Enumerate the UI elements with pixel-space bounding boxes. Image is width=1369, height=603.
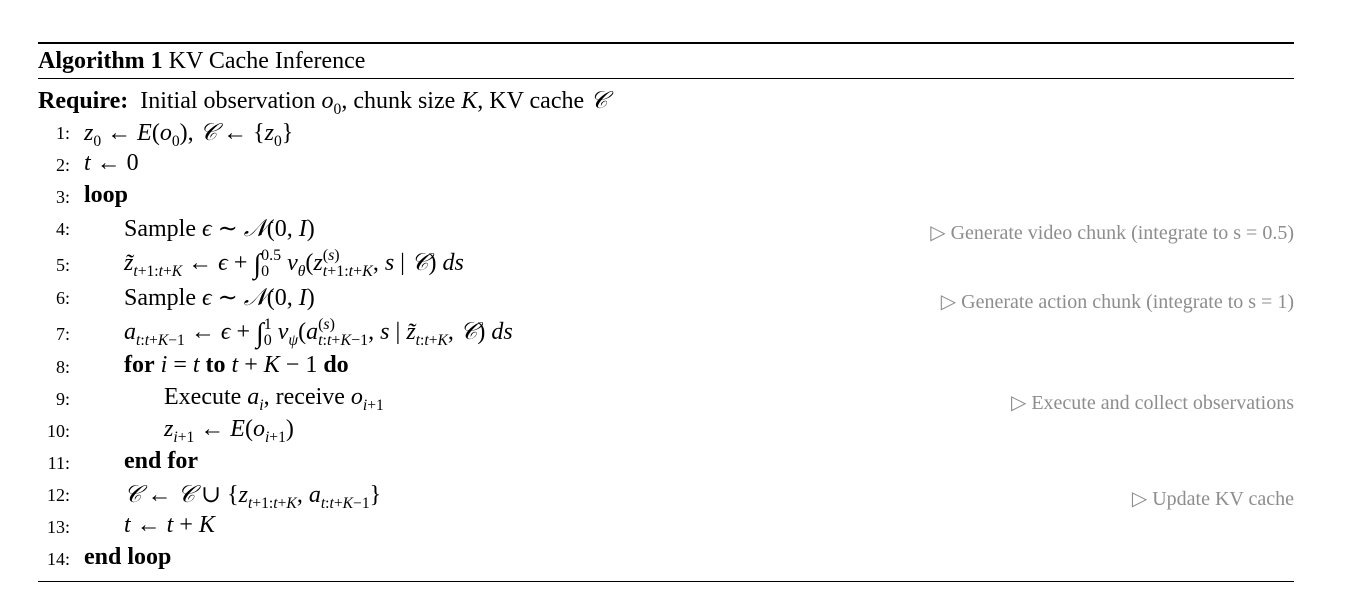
algorithm-line-4: 4: Sample ϵ ∼ 𝒩(0, I) ▷ Generate video chunk (integrate to s = 0.5) (38, 214, 1294, 246)
line-number: 8: (55, 357, 70, 377)
line-number: 14: (46, 549, 70, 569)
algorithm-line-6: 6: Sample ϵ ∼ 𝒩(0, I) ▷ Generate action chunk (integrate to s = 1) (38, 283, 1294, 315)
line-number: 7: (55, 324, 70, 344)
algorithm-name: KV Cache Inference (168, 48, 366, 74)
comment-execute-collect: ▷ Execute and collect observations (1010, 392, 1294, 414)
comment-update-cache: ▷ Update KV cache (1131, 488, 1294, 510)
line-number: 10: (46, 421, 70, 441)
header-rule (38, 78, 1294, 79)
algorithm-line-13: 13: t ← t + K (38, 512, 1294, 544)
comment-action-chunk: ▷ Generate action chunk (integrate to s = 1) (940, 291, 1294, 313)
line-number: 9: (55, 389, 70, 409)
require-line: Require: Initial observation $o_0$, chunk size K, KV cache 𝒞 (38, 86, 608, 118)
algorithm-line-12: 12: 𝒞 ← 𝒞 ∪ {$z_{t+1:t+K}$, $a_{t:t+K-1}$} ▷ Update KV cache (38, 480, 1294, 512)
bottom-rule (38, 581, 1294, 582)
algorithm-line-10: 10: $z_{i+1}$ ← $E(o_{i+1})$ (38, 416, 1294, 448)
line-number: 3: (55, 187, 70, 207)
line-number: 13: (46, 517, 70, 537)
algorithm-line-14: 14: end loop (38, 544, 1294, 576)
algorithm-line-11: 11: end for (38, 448, 1294, 480)
line-number: 6: (55, 288, 70, 308)
require-label: Require: (38, 88, 129, 114)
algorithm-line-2: 2: t ← 0 (38, 150, 1294, 182)
comment-video-chunk: ▷ Generate video chunk (integrate to s = 0.5) (930, 222, 1294, 244)
line-number: 2: (55, 155, 70, 175)
algorithm-line-5: 5: $z̃_{t+1:t+K}$ ← ϵ + ∫ 0.5 0 $v_\theta(z$ (s) t+1:t+K , s | 𝒞) ds (38, 248, 1294, 280)
algorithm-title (38, 44, 365, 78)
algorithm-line-3: 3: loop (38, 182, 1294, 214)
algorithm-line-8: 8: for i = t to t + K − 1 do (38, 352, 1294, 384)
algorithm-line-7: 7: $a_{t:t+K-1}$ ← ϵ + ∫ 1 0 $v_\psi(a$ (s) t:t+K−1 , s | $z̃_{t:t+K}$, 𝒞) ds (38, 317, 1294, 349)
line-number: 11: (47, 453, 70, 473)
line-number: 5: (55, 255, 70, 275)
line-number: 4: (55, 219, 70, 239)
algorithm-line-9: 9: Execute $a_i$, receive $o_{i+1}$ ▷ Execute and collect observations (38, 384, 1294, 416)
algorithm-line-1: 1: $z_0$ ← $E(o_0)$, 𝒞 ← $\{z_0\}$ (38, 118, 1294, 150)
line-number: 12: (46, 485, 70, 505)
algorithm-label: Algorithm 1 (38, 48, 163, 74)
line-number: 1: (55, 123, 70, 143)
